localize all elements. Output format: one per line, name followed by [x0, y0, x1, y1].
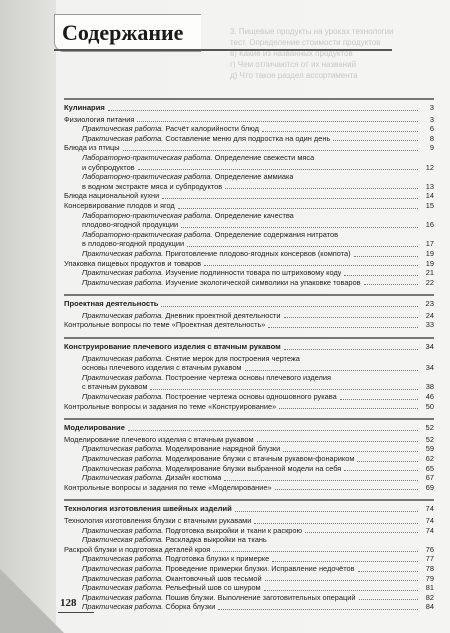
entry-title: [82, 473, 221, 483]
dot-leader: [284, 317, 418, 318]
page-ref: 12: [425, 162, 434, 172]
entry-topic: Дизайн костюма: [163, 473, 222, 483]
page-ref: 82: [425, 592, 434, 602]
entry-title: [82, 211, 294, 221]
page-ref: 74: [425, 515, 434, 525]
page-ref: 46: [425, 392, 434, 402]
dot-leader: [268, 327, 418, 328]
toc-entry[interactable]: [64, 134, 434, 144]
page-number: 128: [60, 597, 77, 609]
dot-leader: [333, 140, 418, 141]
entry-type-label: Практическая работа.: [82, 525, 164, 535]
toc-entry[interactable]: [64, 191, 434, 201]
toc-entry[interactable]: [64, 454, 434, 464]
entry-title: Физиология питания: [64, 114, 135, 124]
dot-leader: [265, 580, 418, 581]
entry-type-label: Практическая работа.: [82, 277, 164, 287]
entry-title: Моделирование плечевого изделия с втачным рукавом: [64, 434, 254, 444]
page-ref: 19: [425, 258, 434, 268]
toc-entry[interactable]: [64, 211, 434, 221]
entry-title: [82, 153, 314, 163]
toc-entry[interactable]: [64, 143, 434, 153]
toc-entry[interactable]: [64, 444, 434, 454]
toc-entry[interactable]: [64, 320, 434, 330]
toc-entry[interactable]: [64, 435, 434, 445]
entry-topic: Моделирование нарядной блузки: [163, 444, 281, 454]
page-ref: 69: [425, 482, 434, 492]
entry-type-label: Лабораторно-практическая работа.: [82, 172, 213, 182]
entry-topic: Изучение экологической символики на упаковке товаров: [163, 277, 361, 287]
entry-topic: Раскладка выкройки на ткань: [163, 535, 267, 545]
dot-leader: [137, 121, 418, 122]
entry-title: Консервирование плодов и ягод: [64, 200, 175, 210]
page-ref: 3: [429, 103, 434, 112]
entry-type-label: Практическая работа.: [82, 268, 164, 278]
entry-title: [82, 454, 354, 464]
entry-type-label: Практическая работа.: [82, 554, 164, 564]
dot-leader: [284, 349, 418, 350]
entry-title: Упаковка пищевых продуктов и товаров: [64, 258, 202, 268]
ghost-line: в) Какие из названных продуктов: [230, 49, 353, 58]
section-separator: [64, 418, 434, 420]
entry-title: [82, 249, 351, 259]
toc-entry[interactable]: [64, 373, 434, 383]
page-number-rule: [58, 612, 94, 613]
entry-type-label: Практическая работа.: [82, 563, 164, 573]
toc-entry[interactable]: [64, 554, 434, 564]
dot-leader: [213, 551, 418, 552]
toc-entry[interactable]: [64, 535, 434, 545]
toc-entry[interactable]: [64, 516, 434, 526]
dot-leader: [364, 284, 418, 285]
entry-topic: Подготовка блузки к примерке: [163, 554, 270, 564]
dot-leader: [123, 150, 418, 151]
entry-title: [82, 564, 355, 574]
entry-type-label: Практическая работа.: [82, 124, 164, 134]
dot-leader: [162, 198, 418, 199]
dot-leader: [225, 188, 418, 189]
entry-title: Блюда из птицы: [64, 143, 120, 153]
toc-entry[interactable]: [64, 392, 434, 402]
entry-title: с втачным рукавом: [82, 382, 148, 392]
bleed-through-text: [230, 26, 410, 96]
page-ref: 38: [425, 382, 434, 392]
entry-title: Контрольные вопросы по теме «Проектная деятельность»: [64, 320, 266, 330]
entry-title: [82, 124, 259, 134]
entry-topic: Пошив блузки. Выполнение заготовительных операций: [163, 592, 356, 602]
toc-entry[interactable]: [64, 220, 434, 230]
entry-topic: Изучение подлинности товара по штриховому коду: [163, 268, 342, 278]
toc-entry[interactable]: [64, 239, 434, 249]
section-title: Кулинария: [64, 103, 105, 112]
entry-title: [82, 464, 341, 474]
entry-title: [82, 602, 215, 612]
dot-leader: [108, 110, 418, 111]
entry-title: [82, 583, 261, 593]
toc-entry[interactable]: [64, 602, 434, 612]
page-ref: 13: [425, 181, 434, 191]
page-ref: 22: [425, 277, 434, 287]
page-ref: 59: [425, 444, 434, 454]
table-of-contents: [64, 98, 434, 619]
dot-leader: [138, 169, 418, 170]
entry-topic: Построение чертежа основы плечевого изделия: [163, 372, 331, 382]
entry-title: [82, 535, 267, 545]
dot-leader: [344, 275, 418, 276]
dot-leader: [275, 489, 418, 490]
dot-leader: [272, 561, 418, 562]
page-ref: 65: [425, 463, 434, 473]
entry-title: в плодово-ягодной продукции: [82, 239, 185, 249]
entry-topic: Определение свежести мяса: [212, 152, 315, 162]
toc-entry[interactable]: [64, 124, 434, 134]
toc-heading[interactable]: [64, 299, 434, 309]
entry-type-label: Практическая работа.: [82, 310, 164, 320]
entry-topic: Приготовление плодово-ягодных консервов (компота): [163, 248, 351, 258]
entry-title: Контрольные вопросы и задания по теме «Конструирование»: [64, 401, 277, 411]
entry-title: плодово-ягодной продукции: [82, 220, 179, 230]
entry-type-label: Практическая работа.: [82, 444, 164, 454]
dot-leader: [257, 441, 418, 442]
entry-topic: Построение чертежа основы одношовного рукава: [163, 392, 337, 402]
page-ref: 19: [425, 248, 434, 258]
page-ref: 33: [425, 320, 434, 330]
entry-type-label: Практическая работа.: [82, 353, 164, 363]
entry-type-label: Практическая работа.: [82, 133, 164, 143]
page-ref: 79: [425, 573, 434, 583]
entry-title: [82, 278, 361, 288]
page-corner-decoration: [0, 569, 64, 633]
entry-topic: Подготовка выкройки и ткани к раскрою: [163, 525, 303, 535]
toc-entry[interactable]: [64, 363, 434, 373]
toc-entry[interactable]: [64, 464, 434, 474]
entry-type-label: Практическая работа.: [82, 573, 164, 583]
toc-section: [64, 418, 434, 492]
entry-type-label: Практическая работа.: [82, 535, 164, 545]
dot-leader: [264, 590, 418, 591]
toc-entry[interactable]: [64, 163, 434, 173]
entry-title: Блюда национальной кухни: [64, 191, 160, 201]
entry-type-label: Практическая работа.: [82, 473, 164, 483]
entry-title: [82, 373, 331, 383]
entry-topic: Определение качества: [212, 210, 294, 220]
page-ref: 52: [425, 434, 434, 444]
dot-leader: [359, 599, 419, 600]
entry-topic: Определение содержания нитратов: [212, 229, 339, 239]
dot-leader: [128, 430, 418, 431]
page-ref: 16: [425, 220, 434, 230]
toc-entry[interactable]: [64, 278, 434, 288]
toc-heading[interactable]: [64, 103, 434, 113]
toc-entry[interactable]: [64, 201, 434, 211]
toc-entry[interactable]: [64, 583, 434, 593]
page-ref: 84: [425, 602, 434, 612]
dot-leader: [254, 523, 418, 524]
toc-entry[interactable]: [64, 402, 434, 412]
entry-topic: Проведение примерки блузки. Исправление недочётов: [163, 563, 355, 573]
ghost-line: тест. Определение стоимости продуктов: [230, 38, 381, 47]
entry-topic: Рельефный шов со шнуром: [163, 583, 261, 593]
entry-title: [82, 554, 269, 564]
page-ref: 15: [425, 200, 434, 210]
toc-section: [64, 98, 434, 287]
entry-topic: Снятие мерок для построения чертежа: [163, 353, 300, 363]
entry-title: [82, 354, 300, 364]
toc-heading[interactable]: [64, 504, 434, 514]
toc-entry[interactable]: [64, 115, 434, 125]
page-ref: 34: [425, 342, 434, 352]
toc-heading[interactable]: [64, 342, 434, 352]
entry-type-label: Практическая работа.: [82, 454, 164, 463]
entry-title: Раскрой блузки и подготовка деталей кроя: [64, 544, 211, 554]
entry-type-label: Лабораторно-практическая работа.: [82, 210, 213, 220]
page-ref: 17: [425, 239, 434, 249]
entry-topic: Моделирование блузки выбранной модели на себя: [163, 463, 342, 473]
ghost-line: г) Чем отличаются от их названий: [230, 60, 357, 69]
entry-title: [82, 444, 280, 454]
entry-title: [82, 392, 337, 402]
entry-title: Контрольные вопросы и задания по теме «Моделирование»: [64, 482, 272, 492]
dot-leader: [181, 227, 418, 228]
page-ref: 14: [425, 191, 434, 201]
page-ref: 3: [429, 114, 434, 124]
toc-entry[interactable]: [64, 249, 434, 259]
entry-topic: Окантовочный шов тесьмой: [163, 573, 262, 583]
section-separator: [64, 499, 434, 501]
page-ref: 78: [425, 563, 434, 573]
page-ref: 74: [425, 504, 434, 514]
entry-title: [82, 172, 293, 182]
toc-entry[interactable]: [64, 564, 434, 574]
ghost-line: 3. Пищевые продукты на уроках технологии: [230, 27, 394, 36]
toc-entry[interactable]: [64, 545, 434, 555]
entry-topic: Сборка блузки: [163, 602, 216, 612]
page-ref: 74: [425, 525, 434, 535]
dot-leader: [344, 470, 418, 471]
entry-title: [82, 574, 262, 584]
toc-entry[interactable]: [64, 354, 434, 364]
entry-topic: Составление меню для подростка на один день: [163, 133, 331, 143]
toc-entry[interactable]: [64, 473, 434, 483]
toc-entry[interactable]: [64, 153, 434, 163]
entry-topic: Определение аммиака: [212, 172, 294, 182]
ghost-line: д) Что такое раздел ассортимента: [230, 71, 358, 80]
page-ref: 6: [429, 124, 434, 134]
dot-leader: [283, 451, 418, 452]
toc-section: [64, 337, 434, 411]
entry-type-label: Практическая работа.: [82, 248, 164, 258]
dot-leader: [279, 408, 418, 409]
toc-entry[interactable]: [64, 268, 434, 278]
dot-leader: [262, 131, 418, 132]
section-title: Моделирование: [64, 423, 125, 433]
entry-title: [82, 311, 281, 321]
page-title: Содержание: [62, 20, 184, 45]
page-ref: 62: [425, 454, 434, 463]
toc-entry[interactable]: [64, 574, 434, 584]
entry-type-label: Практическая работа.: [82, 583, 164, 593]
page-ref: 24: [425, 310, 434, 320]
dot-leader: [224, 480, 418, 481]
page-ref: 77: [425, 554, 434, 564]
toc-entry[interactable]: [64, 172, 434, 182]
entry-title: [82, 134, 330, 144]
dot-leader: [161, 306, 418, 307]
entry-title: [82, 593, 356, 603]
section-separator: [64, 98, 434, 100]
page-ref: 67: [425, 473, 434, 483]
toc-entry[interactable]: [64, 526, 434, 536]
entry-title: [82, 268, 341, 278]
title-underline: [54, 49, 392, 51]
dot-leader: [178, 208, 418, 209]
toc-entry[interactable]: [64, 593, 434, 603]
dot-leader: [354, 256, 418, 257]
entry-type-label: Практическая работа.: [82, 392, 164, 402]
entry-type-label: Практическая работа.: [82, 602, 164, 612]
toc-entry[interactable]: [64, 182, 434, 192]
page-ref: 52: [425, 423, 434, 433]
entry-title: основы плечевого изделия с втачным рукавом: [82, 363, 242, 373]
entry-type-label: Практическая работа.: [82, 372, 164, 382]
dot-leader: [245, 370, 418, 371]
toc-entry[interactable]: [64, 259, 434, 269]
page-ref: 8: [429, 133, 434, 143]
section-title: Проектная деятельность: [64, 299, 159, 309]
entry-type-label: Лабораторно-практическая работа.: [82, 229, 213, 239]
page-ref: 50: [425, 401, 434, 411]
page-ref: 76: [425, 544, 434, 554]
dot-leader: [204, 265, 418, 266]
entry-title: Технология изготовления блузки с втачными рукавами: [64, 515, 252, 525]
entry-title: и субпродуктов: [82, 162, 135, 172]
dot-leader: [358, 571, 418, 572]
entry-topic: Моделирование блузки с втачным рукавом-фонариком: [163, 454, 355, 463]
section-separator: [64, 337, 434, 339]
toc-entry[interactable]: [64, 230, 434, 240]
page-ref: 81: [425, 583, 434, 593]
toc-entry[interactable]: [64, 382, 434, 392]
page-ref: 9: [429, 143, 434, 153]
entry-title: в водном экстракте мяса и субпродуктов: [82, 181, 223, 191]
page-ref: 23: [425, 299, 434, 309]
toc-section: [64, 499, 434, 612]
dot-leader: [340, 399, 418, 400]
entry-type-label: Практическая работа.: [82, 463, 164, 473]
page-ref: 34: [425, 363, 434, 373]
toc-section: [64, 294, 434, 330]
entry-type-label: Практическая работа.: [82, 592, 164, 602]
entry-topic: Дневник проектной деятельности: [163, 310, 281, 320]
entry-title: [82, 230, 338, 240]
section-title: Конструирование плечевого изделия с втачным рукавом: [64, 342, 281, 352]
entry-topic: Расчёт калорийности блюд: [163, 124, 259, 134]
entry-type-label: Лабораторно-практическая работа.: [82, 152, 213, 162]
dot-leader: [218, 609, 418, 610]
section-separator: [64, 294, 434, 296]
section-title: Технология изготовления швейных изделий: [64, 504, 232, 514]
page-left-shadow: [0, 0, 56, 633]
entry-title: [82, 526, 302, 536]
dot-leader: [150, 389, 418, 390]
dot-leader: [235, 511, 418, 512]
dot-leader: [305, 532, 418, 533]
toc-heading[interactable]: [64, 423, 434, 433]
dot-leader: [357, 461, 418, 462]
toc-entry[interactable]: [64, 483, 434, 493]
dot-leader: [187, 246, 418, 247]
page-ref: 21: [425, 268, 434, 278]
toc-entry[interactable]: [64, 311, 434, 321]
